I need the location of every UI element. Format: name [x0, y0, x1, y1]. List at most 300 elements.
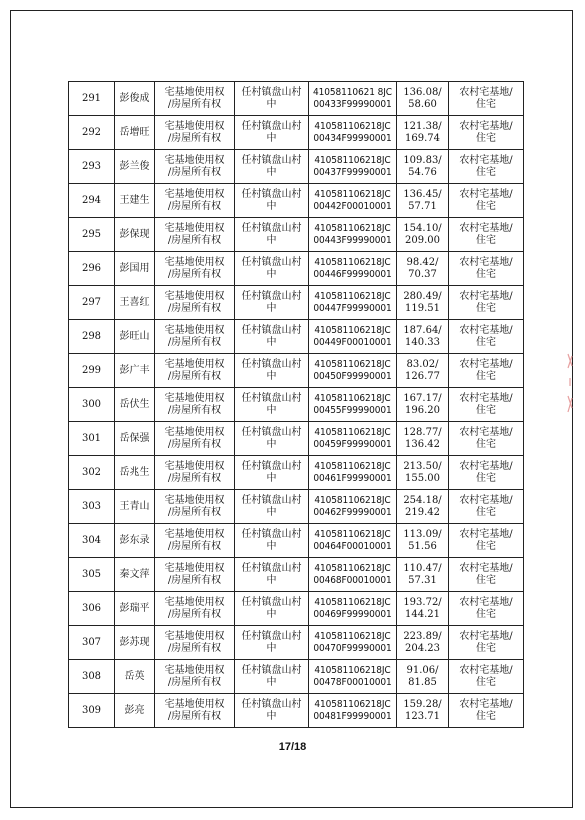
cell-usage-line: 农村宅基地/ [459, 664, 513, 676]
cell-number [69, 184, 115, 218]
cell-area [397, 286, 449, 320]
cell-usage-line: 农村宅基地/ [459, 86, 513, 98]
cell-usage-line: 住宅 [476, 200, 496, 212]
cell-location [235, 558, 309, 592]
cell-owner-name-text: 彭东录 [119, 534, 150, 546]
table-row [69, 354, 524, 388]
cell-right-type [155, 660, 235, 694]
cell-owner-name-text: 彭国用 [119, 262, 150, 274]
cell-area-line: 128.77/ [403, 426, 442, 438]
cell-area-line: 204.23 [405, 642, 440, 654]
cell-usage-line: 农村宅基地/ [459, 596, 513, 608]
cell-owner-name-text: 岳增旺 [119, 126, 150, 138]
cell-location-line: 任村镇盘山村 [241, 358, 302, 370]
cell-owner-name [115, 116, 155, 150]
cell-number-text: 292 [81, 126, 102, 138]
cell-location-line: 中 [266, 438, 277, 450]
cell-owner-name [115, 320, 155, 354]
cell-right-type-line: 宅基地使用权 [164, 358, 225, 370]
cell-location-line: 中 [266, 132, 277, 144]
cell-number [69, 592, 115, 626]
cell-number-text: 301 [81, 432, 102, 444]
cell-location [235, 694, 309, 728]
cell-usage-line: 农村宅基地/ [459, 494, 513, 506]
cell-area-line: 167.17/ [403, 392, 442, 404]
cell-location-line: 中 [266, 166, 277, 178]
cell-unit-code [309, 150, 397, 184]
cell-number [69, 660, 115, 694]
cell-unit-code [309, 524, 397, 558]
cell-right-type [155, 252, 235, 286]
cell-owner-name [115, 286, 155, 320]
cell-usage-line: 农村宅基地/ [459, 290, 513, 302]
cell-owner-name [115, 456, 155, 490]
cell-location [235, 82, 309, 116]
cell-owner-name-text: 彭旺山 [119, 330, 150, 342]
cell-area-line: 209.00 [405, 234, 440, 246]
cell-location-line: 中 [266, 234, 277, 246]
cell-usage-line: 住宅 [476, 676, 496, 688]
cell-unit-code [309, 184, 397, 218]
cell-unit-code [309, 82, 397, 116]
cell-owner-name [115, 252, 155, 286]
cell-area-line: 121.38/ [403, 120, 442, 132]
cell-area-line: 110.47/ [403, 562, 442, 574]
cell-area-line: 51.56 [408, 540, 437, 552]
cell-location [235, 320, 309, 354]
cell-number-text: 300 [81, 398, 102, 410]
cell-unit-code [309, 286, 397, 320]
cell-unit-code [309, 252, 397, 286]
cell-right-type-line: 宅基地使用权 [164, 222, 225, 234]
cell-usage-line: 住宅 [476, 268, 496, 280]
cell-usage-line: 农村宅基地/ [459, 528, 513, 540]
cell-usage [449, 320, 524, 354]
cell-area-line: 140.33 [405, 336, 440, 348]
cell-right-type [155, 422, 235, 456]
cell-unit-code [309, 558, 397, 592]
cell-right-type-line: /房屋所有权 [167, 608, 222, 620]
cell-right-type [155, 456, 235, 490]
cell-location-line: 中 [266, 608, 277, 620]
cell-usage-line: 住宅 [476, 540, 496, 552]
cell-unit-code-line: 410581106218JC [314, 256, 391, 268]
cell-area-line: 254.18/ [403, 494, 442, 506]
page-number: 17/18 [278, 741, 307, 753]
cell-unit-code-line: 410581106218JC [314, 222, 391, 234]
cell-owner-name-text: 王喜红 [119, 296, 150, 308]
cell-usage-line: 住宅 [476, 506, 496, 518]
table-row [69, 82, 524, 116]
cell-usage-line: 农村宅基地/ [459, 188, 513, 200]
cell-unit-code-line: 00462F99990001 [313, 506, 392, 518]
cell-right-type-line: 宅基地使用权 [164, 630, 225, 642]
cell-owner-name [115, 218, 155, 252]
table-row [69, 320, 524, 354]
table-row [69, 626, 524, 660]
cell-right-type-line: /房屋所有权 [167, 336, 222, 348]
cell-usage [449, 184, 524, 218]
cell-owner-name [115, 422, 155, 456]
cell-right-type-line: /房屋所有权 [167, 166, 222, 178]
cell-usage-line: 农村宅基地/ [459, 324, 513, 336]
cell-area [397, 660, 449, 694]
cell-location [235, 184, 309, 218]
cell-area-line: 126.77 [405, 370, 440, 382]
cell-right-type-line: 宅基地使用权 [164, 392, 225, 404]
cell-right-type-line: /房屋所有权 [167, 540, 222, 552]
cell-unit-code-line: 00455F99990001 [313, 404, 392, 416]
cell-right-type-line: /房屋所有权 [167, 472, 222, 484]
cell-area [397, 456, 449, 490]
cell-number [69, 490, 115, 524]
cell-right-type [155, 490, 235, 524]
cell-usage-line: 农村宅基地/ [459, 154, 513, 166]
table-row [69, 524, 524, 558]
cell-location-line: 任村镇盘山村 [241, 392, 302, 404]
table-row [69, 150, 524, 184]
cell-location [235, 524, 309, 558]
cell-location-line: 任村镇盘山村 [241, 698, 302, 710]
cell-area [397, 490, 449, 524]
cell-number [69, 422, 115, 456]
cell-unit-code-line: 410581106218JC [314, 630, 391, 642]
cell-right-type-line: /房屋所有权 [167, 98, 222, 110]
cell-right-type-line: /房屋所有权 [167, 200, 222, 212]
cell-unit-code-line: 410581106218JC [314, 494, 391, 506]
cell-usage-line: 农村宅基地/ [459, 256, 513, 268]
cell-unit-code [309, 694, 397, 728]
cell-location-line: 中 [266, 574, 277, 586]
cell-usage [449, 252, 524, 286]
cell-unit-code-line: 410581106218JC [314, 528, 391, 540]
cell-location-line: 任村镇盘山村 [241, 256, 302, 268]
cell-right-type-line: 宅基地使用权 [164, 664, 225, 676]
cell-location-line: 任村镇盘山村 [241, 290, 302, 302]
cell-usage [449, 456, 524, 490]
cell-owner-name [115, 388, 155, 422]
cell-area-line: 113.09/ [403, 528, 442, 540]
cell-location-line: 任村镇盘山村 [241, 528, 302, 540]
cell-area-line: 280.49/ [403, 290, 442, 302]
cell-location [235, 286, 309, 320]
cell-right-type [155, 626, 235, 660]
cell-location-line: 任村镇盘山村 [241, 188, 302, 200]
cell-unit-code [309, 320, 397, 354]
cell-unit-code-line: 00469F99990001 [313, 608, 392, 620]
cell-area [397, 626, 449, 660]
red-stamp-edge [567, 352, 573, 416]
cell-right-type-line: 宅基地使用权 [164, 426, 225, 438]
cell-area-line: 57.31 [408, 574, 437, 586]
cell-right-type-line: /房屋所有权 [167, 234, 222, 246]
table-row [69, 694, 524, 728]
cell-area-line: 154.10/ [403, 222, 442, 234]
cell-unit-code [309, 388, 397, 422]
cell-owner-name [115, 184, 155, 218]
cell-number-text: 307 [81, 636, 102, 648]
cell-usage-line: 住宅 [476, 302, 496, 314]
cell-usage-line: 住宅 [476, 574, 496, 586]
cell-unit-code-line: 410581106218JC [314, 154, 391, 166]
cell-unit-code-line: 410581106218JC [314, 426, 391, 438]
cell-owner-name [115, 592, 155, 626]
cell-number-text: 291 [81, 92, 102, 104]
cell-unit-code [309, 116, 397, 150]
cell-location-line: 任村镇盘山村 [241, 562, 302, 574]
cell-usage-line: 住宅 [476, 472, 496, 484]
cell-usage-line: 农村宅基地/ [459, 222, 513, 234]
cell-unit-code [309, 218, 397, 252]
cell-number-text: 309 [81, 704, 102, 716]
cell-owner-name-text: 彭苏现 [119, 636, 150, 648]
table-row [69, 558, 524, 592]
cell-unit-code [309, 354, 397, 388]
cell-owner-name [115, 150, 155, 184]
cell-area [397, 82, 449, 116]
table-row [69, 592, 524, 626]
cell-right-type [155, 150, 235, 184]
cell-area-line: 83.02/ [406, 358, 439, 370]
cell-number [69, 116, 115, 150]
cell-area [397, 694, 449, 728]
cell-unit-code-line: 410581106218JC [314, 188, 391, 200]
cell-location [235, 660, 309, 694]
cell-unit-code-line: 00450F99990001 [313, 370, 392, 382]
registration-table [68, 81, 524, 728]
cell-usage-line: 农村宅基地/ [459, 358, 513, 370]
cell-unit-code [309, 490, 397, 524]
cell-area [397, 116, 449, 150]
cell-area [397, 218, 449, 252]
cell-right-type-line: /房屋所有权 [167, 302, 222, 314]
cell-unit-code-line: 410581106218JC [314, 460, 391, 472]
cell-area [397, 150, 449, 184]
cell-unit-code-line: 00446F99990001 [313, 268, 392, 280]
cell-location [235, 422, 309, 456]
cell-usage-line: 住宅 [476, 132, 496, 144]
cell-owner-name-text: 彭俊成 [119, 92, 150, 104]
cell-right-type-line: 宅基地使用权 [164, 154, 225, 166]
cell-number [69, 558, 115, 592]
cell-number-text: 299 [81, 364, 102, 376]
cell-usage [449, 592, 524, 626]
cell-number-text: 308 [81, 670, 102, 682]
cell-area-line: 91.06/ [406, 664, 439, 676]
cell-area-line: 98.42/ [406, 256, 439, 268]
cell-right-type [155, 320, 235, 354]
cell-area-line: 81.85 [408, 676, 437, 688]
cell-unit-code-line: 00449F00010001 [313, 336, 392, 348]
cell-area-line: 136.08/ [403, 86, 442, 98]
cell-unit-code-line: 00461F99990001 [313, 472, 392, 484]
cell-usage-line: 农村宅基地/ [459, 562, 513, 574]
cell-location [235, 150, 309, 184]
cell-number [69, 388, 115, 422]
cell-right-type-line: /房屋所有权 [167, 506, 222, 518]
cell-right-type-line: /房屋所有权 [167, 574, 222, 586]
cell-owner-name-text: 岳兆生 [119, 466, 150, 478]
cell-number-text: 293 [81, 160, 102, 172]
cell-location-line: 中 [266, 336, 277, 348]
cell-area-line: 58.60 [408, 98, 437, 110]
cell-area [397, 422, 449, 456]
cell-owner-name-text: 王建生 [119, 194, 150, 206]
cell-unit-code-line: 00468F00010001 [313, 574, 392, 586]
cell-right-type [155, 116, 235, 150]
cell-location-line: 任村镇盘山村 [241, 222, 302, 234]
cell-usage-line: 住宅 [476, 98, 496, 110]
cell-owner-name-text: 彭瑞平 [119, 602, 150, 614]
cell-unit-code [309, 626, 397, 660]
cell-right-type [155, 694, 235, 728]
cell-unit-code-line: 00459F99990001 [313, 438, 392, 450]
cell-unit-code-line: 00481F99990001 [313, 710, 392, 722]
cell-number-text: 297 [81, 296, 102, 308]
cell-usage [449, 388, 524, 422]
cell-unit-code-line: 410581106218JC [314, 562, 391, 574]
table-row [69, 286, 524, 320]
table-row [69, 660, 524, 694]
cell-right-type-line: 宅基地使用权 [164, 562, 225, 574]
cell-usage [449, 694, 524, 728]
cell-right-type-line: 宅基地使用权 [164, 290, 225, 302]
cell-location-line: 任村镇盘山村 [241, 86, 302, 98]
cell-usage [449, 558, 524, 592]
cell-location-line: 任村镇盘山村 [241, 154, 302, 166]
cell-number-text: 298 [81, 330, 102, 342]
cell-unit-code-line: 00442F00010001 [313, 200, 392, 212]
cell-unit-code-line: 410581106218JC [314, 392, 391, 404]
cell-number [69, 626, 115, 660]
cell-usage [449, 660, 524, 694]
cell-location-line: 任村镇盘山村 [241, 324, 302, 336]
cell-area-line: 136.42 [405, 438, 440, 450]
cell-usage-line: 农村宅基地/ [459, 120, 513, 132]
cell-usage [449, 82, 524, 116]
cell-area-line: 219.42 [405, 506, 440, 518]
cell-unit-code-line: 00434F99990001 [313, 132, 392, 144]
cell-unit-code-line: 410581106218JC [314, 290, 391, 302]
cell-unit-code-line: 410581106218JC [314, 358, 391, 370]
cell-area-line: 136.45/ [403, 188, 442, 200]
cell-usage-line: 农村宅基地/ [459, 426, 513, 438]
cell-area-line: 109.83/ [403, 154, 442, 166]
cell-usage-line: 住宅 [476, 438, 496, 450]
cell-number [69, 524, 115, 558]
cell-right-type-line: 宅基地使用权 [164, 120, 225, 132]
cell-number-text: 296 [81, 262, 102, 274]
cell-unit-code-line: 00437F99990001 [313, 166, 392, 178]
cell-location-line: 中 [266, 302, 277, 314]
cell-right-type [155, 218, 235, 252]
cell-area-line: 123.71 [405, 710, 440, 722]
table-row [69, 116, 524, 150]
cell-usage-line: 住宅 [476, 404, 496, 416]
cell-usage [449, 218, 524, 252]
cell-location-line: 任村镇盘山村 [241, 460, 302, 472]
cell-usage [449, 354, 524, 388]
cell-usage-line: 农村宅基地/ [459, 630, 513, 642]
cell-right-type [155, 388, 235, 422]
cell-location-line: 任村镇盘山村 [241, 120, 302, 132]
cell-number [69, 286, 115, 320]
cell-owner-name-text: 彭兰俊 [119, 160, 150, 172]
cell-owner-name-text: 岳英 [124, 670, 145, 682]
cell-location-line: 中 [266, 98, 277, 110]
cell-right-type [155, 184, 235, 218]
cell-location-line: 中 [266, 370, 277, 382]
cell-right-type-line: 宅基地使用权 [164, 86, 225, 98]
cell-area [397, 388, 449, 422]
cell-right-type-line: 宅基地使用权 [164, 460, 225, 472]
cell-right-type [155, 524, 235, 558]
cell-area-line: 155.00 [405, 472, 440, 484]
cell-usage [449, 286, 524, 320]
table-row [69, 490, 524, 524]
cell-number [69, 320, 115, 354]
cell-right-type-line: /房屋所有权 [167, 676, 222, 688]
cell-number-text: 295 [81, 228, 102, 240]
cell-location [235, 218, 309, 252]
cell-owner-name-text: 岳保强 [119, 432, 150, 444]
cell-unit-code-line: 410581106218JC [314, 698, 391, 710]
cell-usage [449, 150, 524, 184]
cell-area [397, 524, 449, 558]
cell-right-type-line: /房屋所有权 [167, 404, 222, 416]
cell-number [69, 354, 115, 388]
cell-unit-code-line: 410581106218JC [314, 120, 391, 132]
cell-unit-code [309, 456, 397, 490]
cell-owner-name [115, 694, 155, 728]
cell-usage [449, 524, 524, 558]
cell-area-line: 196.20 [405, 404, 440, 416]
cell-location [235, 592, 309, 626]
cell-area-line: 159.28/ [403, 698, 442, 710]
cell-number [69, 456, 115, 490]
cell-unit-code [309, 660, 397, 694]
cell-owner-name [115, 626, 155, 660]
table-row [69, 252, 524, 286]
cell-owner-name [115, 354, 155, 388]
cell-area-line: 223.89/ [403, 630, 442, 642]
cell-usage [449, 626, 524, 660]
cell-right-type-line: /房屋所有权 [167, 438, 222, 450]
table-row [69, 422, 524, 456]
cell-usage-line: 农村宅基地/ [459, 698, 513, 710]
cell-location [235, 490, 309, 524]
cell-right-type [155, 558, 235, 592]
cell-owner-name-text: 彭保现 [119, 228, 150, 240]
cell-number [69, 82, 115, 116]
cell-unit-code-line: 00478F00010001 [313, 676, 392, 688]
table-row [69, 388, 524, 422]
cell-area-line: 187.64/ [403, 324, 442, 336]
table-body [69, 82, 524, 728]
cell-number [69, 218, 115, 252]
cell-owner-name [115, 82, 155, 116]
cell-right-type-line: 宅基地使用权 [164, 494, 225, 506]
cell-usage-line: 农村宅基地/ [459, 460, 513, 472]
cell-area-line: 144.21 [405, 608, 440, 620]
cell-location-line: 中 [266, 268, 277, 280]
cell-location-line: 中 [266, 710, 277, 722]
cell-area-line: 213.50/ [403, 460, 442, 472]
cell-right-type-line: /房屋所有权 [167, 370, 222, 382]
cell-unit-code-line: 00443F99990001 [313, 234, 392, 246]
table-row [69, 456, 524, 490]
cell-usage-line: 住宅 [476, 370, 496, 382]
